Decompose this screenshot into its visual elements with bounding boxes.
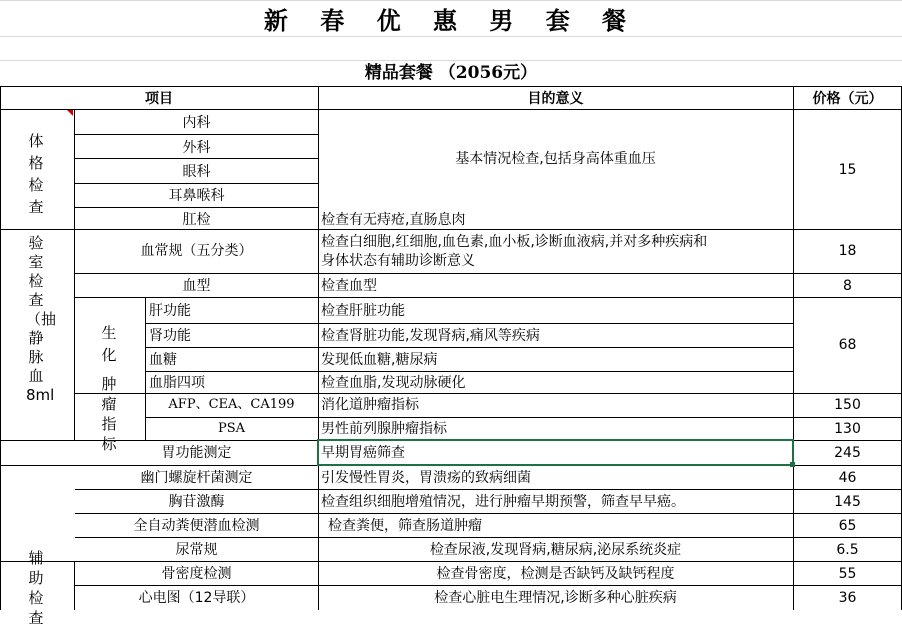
item-cell: 血常规（五分类） [140, 243, 253, 259]
purpose-cell: 检查白细胞,红细胞,血色素,血小板,诊断血液病,并对多种疾病和 [321, 234, 708, 250]
item-cell: 幽门螺旋杆菌测定 [140, 470, 253, 486]
price-cell: 55 [838, 566, 857, 582]
group-aux: 辅助检查 [28, 549, 44, 627]
group-tumor: 肿瘤指标 [101, 375, 117, 453]
purpose-cell: 男性前列腺肿瘤指标 [321, 421, 447, 437]
item-cell: PSA [217, 421, 246, 436]
purpose-cell: 检查肝脏功能 [321, 303, 405, 319]
header-price: 价格（元） [812, 91, 883, 107]
price-cell: 68 [838, 337, 857, 353]
price-cell: 150 [834, 397, 861, 413]
header-item: 项目 [145, 91, 173, 107]
purpose-cell: 检查有无痔疮,直肠息肉 [321, 212, 466, 228]
price-cell: 8 [843, 278, 852, 294]
item-cell: 肛检 [182, 212, 211, 228]
item-cell: 耳鼻喉科 [168, 188, 225, 204]
purpose-cell: 检查组织细胞增殖情况，进行肿瘤早期预警，筛查早早癌。 [321, 494, 685, 510]
price-cell: 36 [838, 590, 857, 606]
purpose-cell: 检查心脏电生理情况,诊断多种心脏疾病 [434, 590, 677, 606]
item-cell: 胸苷激酶 [168, 494, 225, 510]
purpose-cell: 检查骨密度，检测是否缺钙及缺钙程度 [436, 566, 675, 582]
fill-handle[interactable] [790, 462, 795, 467]
sheet-title: 新 春 优 惠 男 套 餐 [263, 6, 639, 35]
price-cell: 130 [834, 421, 861, 437]
item-cell: 骨密度检测 [161, 566, 232, 582]
item-cell: 眼科 [182, 164, 211, 180]
group-lab: 验室检查（抽静脉血8ml [26, 234, 57, 404]
item-cell: 血糖 [149, 352, 177, 368]
price-cell: 6.5 [836, 542, 859, 558]
purpose-cell: 消化道肿瘤指标 [321, 397, 419, 413]
price-cell: 145 [834, 494, 861, 510]
item-cell: 全自动粪便潜血检测 [133, 518, 260, 534]
item-cell: 内科 [182, 115, 211, 131]
purpose-cell: 发现低血糖,糖尿病 [321, 352, 438, 368]
package-title: 精品套餐 （2056元） [364, 63, 538, 83]
gridline [0, 60, 902, 61]
item-cell: 肾功能 [149, 328, 191, 344]
price-cell: 46 [838, 470, 857, 486]
item-cell: 胃功能测定 [161, 445, 232, 461]
item-cell: 血型 [182, 278, 211, 294]
purpose-cell: 检查尿液,发现肾病,糖尿病,泌尿系统炎症 [429, 542, 682, 558]
selected-cell[interactable] [317, 439, 794, 466]
item-cell: AFP、CEA、CA199 [168, 397, 295, 412]
price-cell: 245 [834, 445, 861, 461]
purpose-cell: 检查血脂,发现动脉硬化 [321, 375, 466, 391]
item-cell: 外科 [182, 140, 211, 156]
purpose-cell: 基本情况检查,包括身高体重血压 [455, 151, 656, 167]
purpose-cell: 检查肾脏功能,发现肾病,痛风等疾病 [321, 328, 540, 344]
purpose-cell: 检查血型 [321, 278, 377, 294]
price-cell: 15 [838, 162, 857, 178]
item-cell: 心电图（12导联） [138, 590, 255, 606]
purpose-cell: 检查粪便，筛查肠道肿瘤 [328, 518, 482, 534]
purpose-cell: 引发慢性胃炎，胃溃疡的致病细菌 [321, 470, 531, 486]
comment-indicator-icon [67, 110, 73, 116]
gridline [0, 36, 902, 37]
gridline [0, 0, 902, 1]
group-physical: 体格检查 [28, 132, 44, 216]
header-purpose: 目的意义 [527, 91, 584, 107]
purpose-cell-line2: 身体状态有辅助诊断意义 [321, 253, 475, 269]
price-cell: 18 [838, 243, 857, 259]
item-cell: 肝功能 [149, 303, 191, 319]
item-cell: 血脂四项 [149, 375, 205, 391]
price-cell: 65 [838, 518, 857, 534]
group-biochem: 生化 [101, 324, 117, 364]
purpose-cell: 早期胃癌筛查 [321, 445, 405, 461]
item-cell: 尿常规 [175, 542, 218, 558]
